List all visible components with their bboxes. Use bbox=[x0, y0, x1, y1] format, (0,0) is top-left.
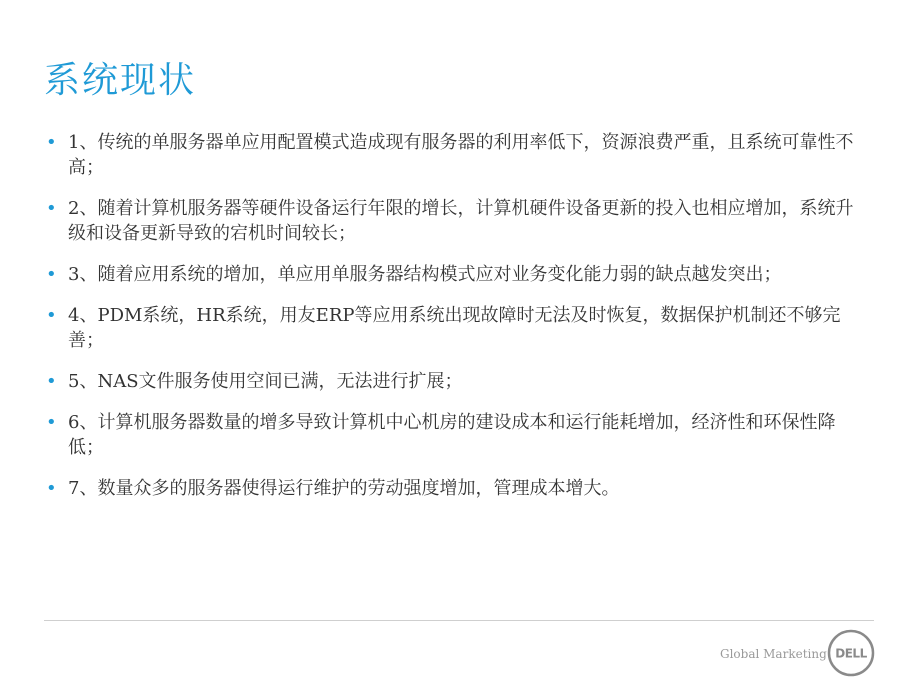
dell-logo-icon bbox=[826, 628, 876, 678]
bullet-dot-icon: • bbox=[46, 132, 57, 153]
bullet-item bbox=[40, 476, 870, 501]
bullet-item bbox=[40, 369, 870, 394]
bullet-text: 7、数量众多的服务器使得运行维护的劳动强度增加，管理成本增大。 bbox=[68, 478, 620, 499]
bullet-text: 5、NAS文件服务使用空间已满，无法进行扩展； bbox=[68, 371, 463, 392]
bullet-item bbox=[40, 130, 870, 180]
logo-text: DELL bbox=[835, 646, 867, 661]
bullet-text: 2、随着计算机服务器等硬件设备运行年限的增长，计算机硬件设备更新的投入也相应增加，系统升级和设备更新导致的宕机时间较长； bbox=[68, 198, 854, 244]
footer-divider bbox=[44, 620, 874, 621]
slide-title: 系统现状 bbox=[44, 60, 197, 101]
bullet-text: 6、计算机服务器数量的增多导致计算机中心机房的建设成本和运行能耗增加，经济性和环保性降低； bbox=[68, 412, 836, 458]
bullet-text: 3、随着应用系统的增加，单应用单服务器结构模式应对业务变化能力弱的缺点越发突出； bbox=[68, 264, 782, 285]
bullet-item bbox=[40, 196, 870, 246]
bullet-dot-icon: • bbox=[46, 198, 57, 219]
footer-text: Global Marketing bbox=[720, 647, 827, 661]
bullet-text: 4、PDM系统，HR系统，用友ERP等应用系统出现故障时无法及时恢复，数据保护机制还不够完善； bbox=[68, 305, 841, 351]
bullet-dot-icon: • bbox=[46, 412, 57, 433]
bullet-list bbox=[40, 130, 870, 517]
bullet-dot-icon: • bbox=[46, 305, 57, 326]
bullet-text: 1、传统的单服务器单应用配置模式造成现有服务器的利用率低下，资源浪费严重，且系统可靠性不高； bbox=[68, 132, 854, 178]
bullet-item bbox=[40, 410, 870, 460]
bullet-item bbox=[40, 303, 870, 353]
bullet-item bbox=[40, 262, 870, 287]
bullet-dot-icon: • bbox=[46, 478, 57, 499]
bullet-dot-icon: • bbox=[46, 264, 57, 285]
bullet-dot-icon: • bbox=[46, 371, 57, 392]
